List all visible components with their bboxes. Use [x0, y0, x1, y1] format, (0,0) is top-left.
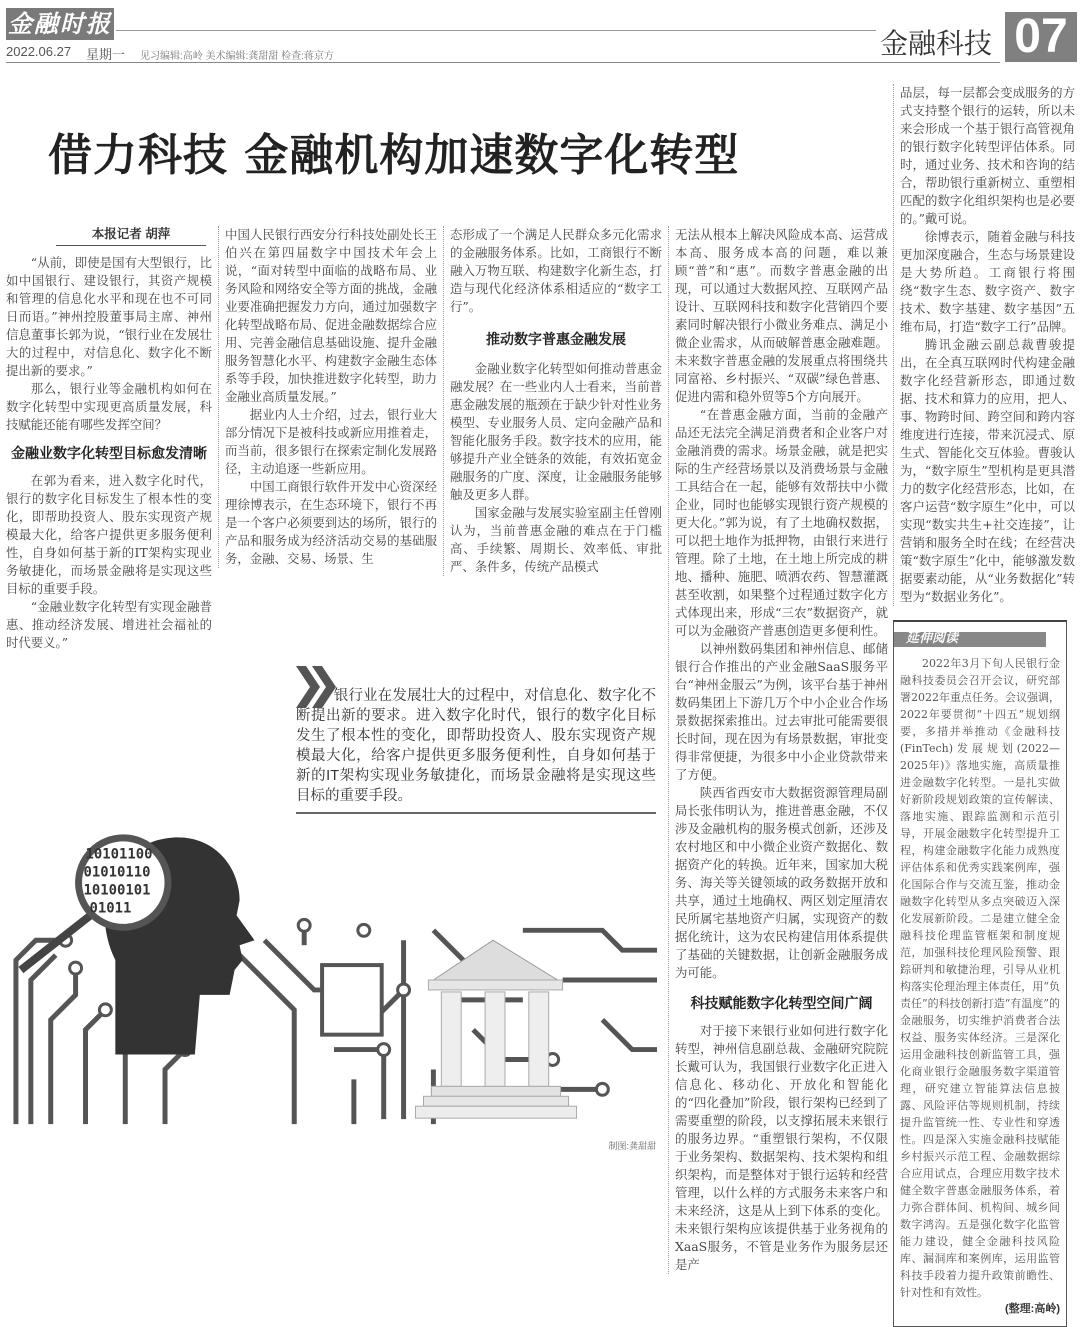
issue-date: 2022.06.27	[6, 44, 72, 59]
binary-row: 10101100	[85, 846, 153, 863]
article-headline: 借力科技 金融机构加速数字化转型	[48, 130, 740, 181]
paragraph: 中国人民银行西安分行科技处副处长王伯兴在第四届数字中国技术年会上说，“面对转型中面临的战略布局、业务风险和网络安全等方面的挑战，金融业要准确把握发力方向，通过加强数字化转型战略布局、促进金融数据综合应用、完善金融信息基础设施、提升金融服务智慧化水平、构建数字金融生态体系等手段，加快推进数字化转型，助力金融业高质量发展。”	[225, 227, 437, 404]
left-article-block	[6, 226, 662, 1152]
left-columns	[6, 226, 662, 652]
paragraph: 金融业数字化转型如何推动普惠金融发展？在一些业内人士看来，当前普惠金融发展的瓶颈在于缺少针对性业务模型、专业服务人员、定向金融产品和智能化服务手段。数字技术的应用，能够提升产业全链条的效能，有效拓宽金融服务的广度、深度，让金融服务能够触及更多人群。	[450, 361, 662, 502]
bank-building-icon	[416, 940, 577, 1118]
paragraph: 腾讯金融云副总裁曹骏提出，在全真互联网时代构建金融数字化经营新形态，即通过数据、技术和算力的应用，把人、事、物跨时间、跨空间和跨内容维度进行连接，带来沉浸式、原生式、智能化交互体验。曹骏认为，“数字原生”型机构是更具潜力的数字化经营形态，比如，在客户运营“数字原生”化中，可以实现“数实共生+社交连接”，让营销和服务全时在线；在经营决策“数字原生”化中，能够激发数据要素动能，从“业务数据化”转型为“数据业务化”。	[900, 337, 1075, 604]
newspaper-masthead-logo: 金融时报	[8, 9, 112, 38]
editor-credits: 见习编辑:高岭 美术编辑:龚甜甜 检查:蒋京方	[140, 51, 334, 62]
double-chevron-icon	[296, 666, 346, 708]
article-column-5	[893, 84, 1075, 606]
pull-quote-body	[296, 686, 656, 806]
binary-row: 01010110	[83, 864, 151, 881]
paragraph: 陕西省西安市大数据资源管理局副局长张伟明认为，推进普惠金融，不仅涉及金融机构的服务模式创新，还涉及农村地区和中小微企业资产数据化、数据资产化的转换。近年来，国家加大税务、海关等关键领域的政务数据开放和共享，通过土地确权、两区划定厘清农民所属宅基地资产归属，实现资产的数据化统计，这为农民构建信用体系提供了基础的关键数据，让创新金融服务成为可能。	[675, 785, 888, 980]
illustration-credit: 制图:龚甜甜	[608, 1141, 656, 1151]
paragraph: 在郭为看来，进入数字化时代，银行的数字化目标发生了根本性的变化，即帮助投资人、股东实现资产规模最大化，给客户提供更多服务便利性，自身如何基于新的IT架构实现业务敏捷化，而场景金融将是实现这些目标的重要手段。	[6, 473, 212, 596]
issue-weekday: 星期一	[86, 47, 126, 62]
pull-quote	[296, 666, 656, 814]
right-column-block	[893, 84, 1075, 1327]
compiler-signature: (整理:高岭)	[1005, 1303, 1060, 1315]
illustration-head-circuit-bank	[6, 820, 662, 1140]
chip	[322, 965, 382, 1035]
paragraph: “从前，即使是国有大型银行，比如中国银行、建设银行，其资产规模和管理的信息化水平和现在也不可同日而语。”神州控股董事局主席、神州信息董事长郭为说，“银行业在发展壮大的过程中，对信息化、数字化不断提出新的要求。”	[6, 255, 212, 378]
further-reading-heading: 延伸阅读	[906, 631, 959, 646]
paragraph: “金融业数字化转型有实现金融普惠、推动经济发展、增进社会福祉的时代要义。”	[6, 599, 212, 650]
further-reading-box	[893, 620, 1067, 1327]
section-name: 金融科技	[880, 28, 993, 59]
further-reading-text	[900, 655, 1060, 1318]
paragraph: 品层，每一层都会变成服务的方式支持整个银行的运转，所以未来会形成一个基于银行高管视角的银行数字化转型评估体系。同时，通过业务、技术和咨询的结合，帮助银行重新树立、重塑相匹配的数字化组织架构也是必要的。”戴可说。	[900, 85, 1075, 226]
paragraph: 2022年3月下旬人民银行金融科技委员会召开会议，研究部署2022年重点任务。会议强调，2022年要贯彻“十四五”规划纲要，多措并举推动《金融科技(FinTech)发展规划(2022—2025年)》落地实施，高质量推进金融数字化转型。一是扎实做好新阶段规划政策的宣传解读、落地实施、跟踪监测和示范引导，开展金融数字化转型提升工程，构建金融数字化能力成熟度评估体系和优秀实践案例库，强化国际合作与交流互鉴，推动金融数字化转型从多点突破迈入深化发展新阶段。二是建立健全金融科技伦理监管框架和制度规范，加强科技伦理风险预警、跟踪研判和敏捷治理，引导从业机构落实伦理治理主体责任，用“负责任”的科技创新打造“有温度”的金融服务，切实维护消费者合法权益、服务实体经济。三是深化运用金融科技创新监管工具，强化商业银行金融服务数字渠道管理，研究建立智能算法信息披露、风险评估等规则机制，持续提升监管统一性、专业性和穿透性。四是深入实施金融科技赋能乡村振兴示范工程、金融数据综合应用试点，合理应用数字技术健全数字普惠金融服务体系，着力弥合群体间、机构间、城乡间数字鸿沟。五是强化数字化监管能力建设，健全金融科技风险库、漏洞库和案例库，运用监管科技手段着力提升政策前瞻性、针对性和有效性。	[900, 657, 1060, 1299]
pull-quote-text: 银行业在发展壮大的过程中，对信息化、数字化不断提出新的要求。进入数字化时代，银行的数字化目标发生了根本性的变化，即帮助投资人、股东实现资产规模最大化，给客户提供更多服务便利性，自身如何基于新的IT架构实现业务敏捷化，而场景金融将是实现这些目标的重要手段。	[296, 688, 656, 804]
paragraph: 对于接下来银行业如何进行数字化转型，神州信息副总裁、金融研究院院长戴可认为，我国银行业数字化正进入信息化、移动化、开放化和智能化的“四化叠加”阶段，银行架构已经到了需要重塑的阶段，以支撑拓展未来银行的服务边界。“重塑银行架构，不仅限于业务架构、数据架构、技术架构和组织架构，而是整体对于银行运转和经营管理，以什么样的方式服务未来客户和未来经济，这是从上到下体系的变化。未来银行架构应该提供基于业务视角的XaaS服务，不管是业务作为服务层还是产	[675, 1023, 888, 1272]
paragraph: 以神州数码集团和神州信息、邮储银行合作推出的产业金融SaaS服务平台“神州金服云”为例，该平台基于神州数码集团上下游几万个中小企业合作场景数据探索推出。过去审批可能需要很长时间，现在因为有场景数据，审批变得非常便捷，为很多中小企业贷款带来了方便。	[675, 641, 888, 782]
binary-row: 10100101	[83, 882, 151, 899]
paragraph: 中国工商银行软件开发中心资深经理徐博表示，在生态环境下，银行不再是一个客户必须要到达的场所，银行的产品和服务成为经济活动交易的基础服务，金融、交易、场景、生	[225, 479, 437, 566]
subheading: 科技赋能数字化转型空间广阔	[690, 995, 873, 1011]
subheading: 推动数字普惠金融发展	[486, 331, 626, 347]
pull-quote-rule	[296, 812, 656, 814]
subheading: 金融业数字化转型目标愈发清晰	[11, 445, 207, 461]
paragraph: 国家金融与发展实验室副主任曾刚认为，当前普惠金融的难点在于门槛高、手续繁、周期长、效率低、审批严、条件多，传统产品模式	[450, 505, 662, 574]
paragraph: 那么，银行业等金融机构如何在数字化转型中实现更高质量发展，科技赋能还能有哪些发挥空间？	[6, 381, 212, 432]
page-number: 07	[1005, 12, 1077, 62]
paragraph: 徐博表示，随着金融与科技更加深度融合，生态与场景建设是大势所趋。工商银行将围绕“数字生态、数字资产、数字技术、数字基建、数字基因”五维布局，打造“数字工行”品牌。	[900, 229, 1075, 334]
article-column-4	[668, 226, 888, 1274]
paragraph: “在普惠金融方面，当前的金融产品还无法完全满足消费者和企业客户对金融消费的需求。场景金融，就是把实际的生产经营场景以及消费场景与金融工具结合在一起，能够有效帮扶中小微企业，同时也能够实现银行资产规模的更大化。”郭为说，有了土地确权数据，可以把土地作为抵押物，由银行来进行管理。除了土地，在土地上所完成的耕地、播种、施肥、喷洒农药、智慧灌溉甚至收割，如果整个过程通过数字化方式体现出来，形成“三农”数据资产，就可以为金融资产普惠创造更多便利性。	[675, 407, 888, 638]
header-bottom-rule	[6, 62, 1000, 63]
article-column-2	[218, 226, 437, 568]
paragraph: 无法从根本上解决风险成本高、运营成本高、服务成本高的问题，难以兼顾“普”和“惠”。而数字普惠金融的出现，可以通过大数据风控、互联网产品设计、互联网科技和数字化营销四个要素同时解决银行小微业务难点、满足小微企业需求，从而破解普惠金融难题。未来数字普惠金融的发展重点将围绕共同富裕、乡村振兴、“双碳”绿色普惠、促进内需和稳外贸等5个方向展开。	[675, 227, 888, 404]
byline: 本报记者 胡萍	[56, 226, 206, 246]
article-column-3	[443, 226, 662, 576]
paragraph: 态形成了一个满足人民群众多元化需求的金融服务体系。比如，工商银行不断融入万物互联、构建数字化新生态，打造与现代化经济体系相适应的“数字工行”。	[450, 227, 662, 314]
binary-row: 01011	[89, 900, 132, 917]
further-reading-heading-bar	[894, 632, 1046, 647]
paragraph: 据业内人士介绍，过去，银行业大部分情况下是被科技或新应用推着走，而当前，很多银行在探索定制化发展路径，主动追逐一些新应用。	[225, 407, 437, 476]
header-rule	[116, 30, 876, 31]
article-column-1	[6, 226, 212, 652]
